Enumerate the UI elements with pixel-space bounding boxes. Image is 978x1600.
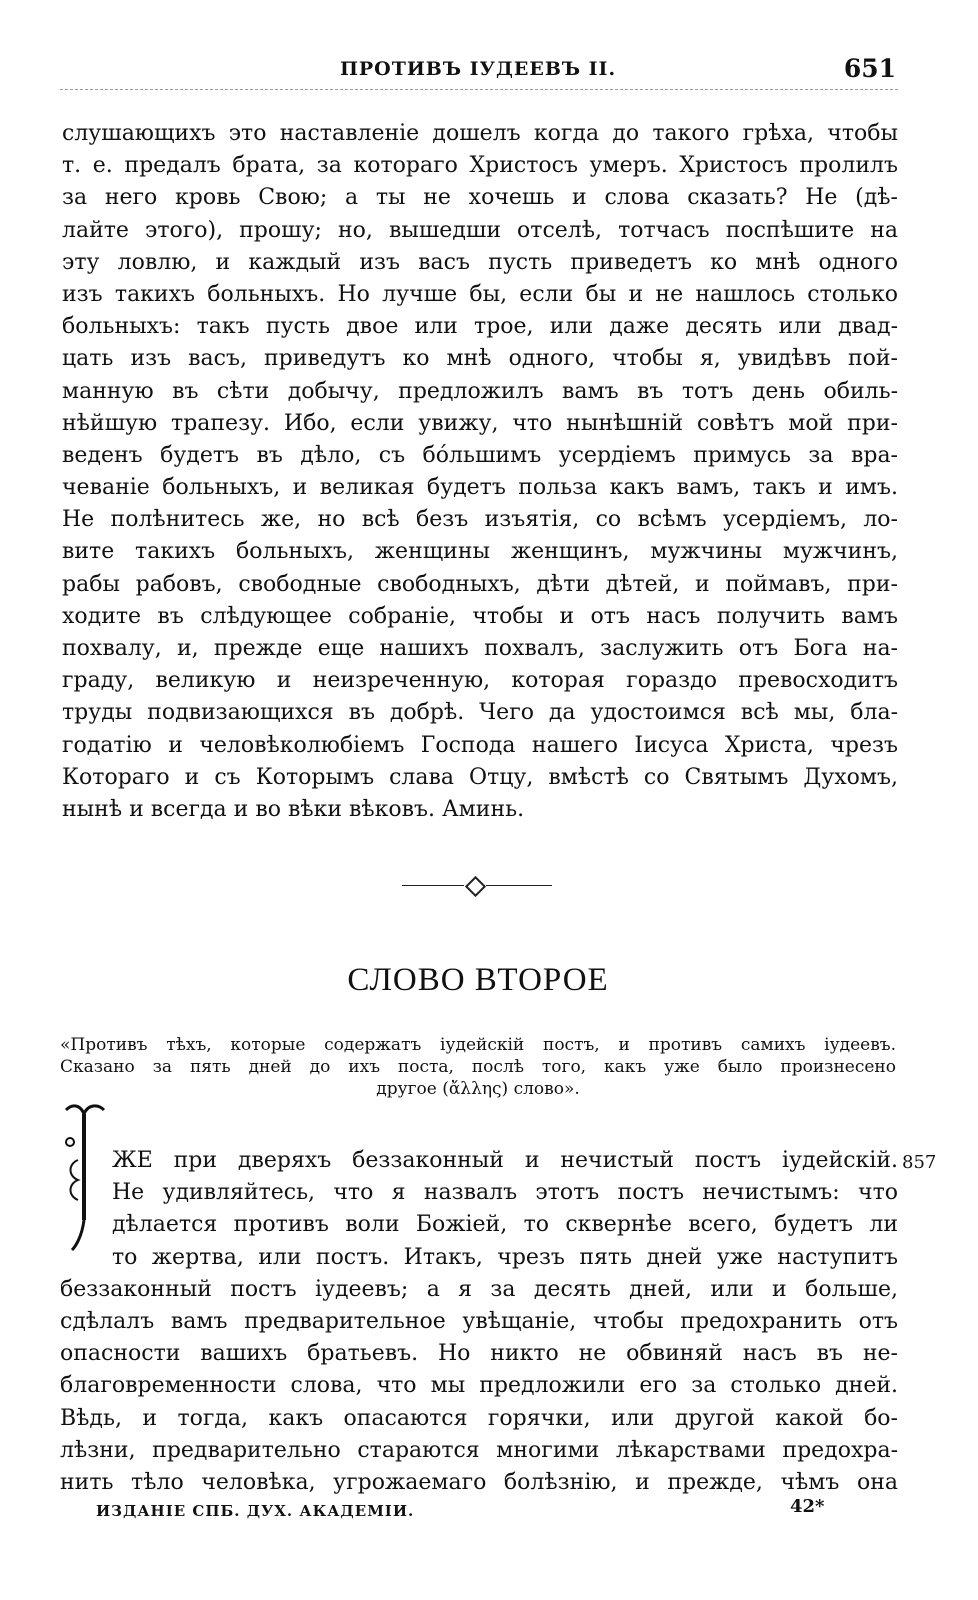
text-line: лѣзни, предварительно стараются многими лѣкарствами предохра- bbox=[60, 1437, 898, 1463]
text-line: труды подвизающихся въ добрѣ. Чего да удостоимся всѣ мы, бла- bbox=[62, 700, 898, 726]
subtitle-line: Сказано за пять дней до ихъ поста, послѣ того, какъ уже было произнесено bbox=[60, 1057, 896, 1077]
text-line: эту ловлю, и каждый изъ васъ пусть приведетъ ко мнѣ одного bbox=[62, 249, 898, 275]
text-line: благовременности слова, что мы предложили его за столько дней. bbox=[60, 1373, 898, 1399]
text-line: слушающихъ это наставленіе дошелъ когда до такого грѣха, чтобы bbox=[62, 121, 898, 146]
text-line: беззаконный постъ іудеевъ; а я за десять дней, или и больше, bbox=[60, 1276, 898, 1302]
diamond-ornament-icon bbox=[465, 876, 486, 897]
text-line: граду, великую и неизреченную, которая гораздо превосходитъ bbox=[62, 668, 898, 694]
text-line: изъ такихъ больныхъ. Но лучше бы, если бы и не нашлось столько bbox=[62, 281, 898, 307]
text-line: ходите въ слѣдующее собраніе, чтобы и отъ насъ получить вамъ bbox=[62, 603, 898, 629]
text-line: дѣлается противъ воли Божіей, то сквернѣе всего, будетъ ли bbox=[112, 1212, 898, 1238]
text-line: больныхъ: такъ пусть двое или трое, или даже десять или двад- bbox=[62, 314, 898, 340]
text-line: вите такихъ больныхъ, женщины женщинъ, мужчины мужчинъ, bbox=[62, 539, 898, 565]
body-text-continuation bbox=[62, 118, 898, 826]
footer-signature-mark: 42* bbox=[790, 1496, 825, 1517]
text-line: нѣйшую трапезу. Ибо, если увижу, что нынѣшній совѣтъ мой при- bbox=[62, 410, 898, 436]
text-line: рабы рабовъ, свободные свободныхъ, дѣти дѣтей, и поймавъ, при- bbox=[62, 571, 898, 597]
text-line: за него кровь Свою; а ты не хочешь и слова сказать? Не (дѣ- bbox=[62, 185, 898, 211]
text-line: веденъ будетъ въ дѣло, съ бóльшимъ усердіемъ примусь за вра- bbox=[62, 442, 898, 468]
text-line: Котораго и съ Которымъ слава Отцу, вмѣстѣ со Святымъ Духомъ, bbox=[62, 764, 898, 790]
margin-number: 857 bbox=[902, 1152, 937, 1173]
section-title: СЛОВО ВТОРОЕ bbox=[347, 962, 609, 998]
text-line: нить тѣло человѣка, угрожаемаго болѣзнію, и прежде, чѣмъ она bbox=[60, 1469, 898, 1495]
text-line: Вѣдь, и тогда, какъ опасаются горячки, или другой какой бо- bbox=[60, 1405, 898, 1431]
text-line: Не полѣнитесь же, но всѣ безъ изъятія, со всѣмъ усердіемъ, ло- bbox=[62, 507, 898, 533]
text-line: цать изъ васъ, приведутъ ко мнѣ одного, чтобы я, увидѣвъ пой- bbox=[62, 346, 898, 372]
running-head bbox=[60, 54, 896, 88]
running-title: ПРОТИВЪ ІУДЕЕВЪ II. bbox=[339, 58, 617, 80]
section-subtitle bbox=[60, 1034, 896, 1100]
text-line: нынѣ и всегда и во вѣки вѣковъ. Аминь. bbox=[62, 796, 525, 822]
text-line: опасности вашихъ братьевъ. Но никто не обвиняй насъ въ не- bbox=[60, 1341, 898, 1367]
text-line: годатію и человѣколюбіемъ Господа нашего Іисуса Христа, чрезъ bbox=[62, 732, 898, 758]
text-line: Не удивляйтесь, что я назвалъ этотъ постъ нечистымъ: что bbox=[112, 1180, 898, 1206]
text-line: то жертва, или постъ. Итакъ, чрезъ пять дней уже наступитъ bbox=[112, 1244, 898, 1270]
text-line: чеваніе больныхъ, и великая будетъ польза какъ вамъ, такъ и имъ. bbox=[62, 475, 898, 501]
ornament-divider bbox=[402, 876, 552, 896]
text-line: похвалу, и, прежде еще нашихъ похвалъ, заслужить отъ Бога на- bbox=[62, 636, 898, 661]
header-rule bbox=[60, 89, 898, 90]
subtitle-line: другое (ἄλλης) слово». bbox=[376, 1079, 580, 1099]
text-line: ЖЕ при дверяхъ беззаконный и нечистый постъ іудейскій. bbox=[112, 1148, 898, 1173]
text-line: лайте этого), прошу; но, вышедши отселѣ, тотчасъ поспѣшите на bbox=[62, 217, 898, 243]
text-line: сдѣлалъ вамъ предварительное увѣщаніе, чтобы предохранить отъ bbox=[60, 1308, 898, 1334]
text-line: т. е. предалъ брата, за котораго Христосъ умеръ. Христосъ пролилъ bbox=[62, 153, 898, 179]
footer-publisher: ИЗДАНІЕ СПБ. ДУХ. АКАДЕМІИ. bbox=[96, 1502, 415, 1520]
text-line: манную въ сѣти добычу, предложилъ вамъ въ тотъ день обиль- bbox=[62, 378, 898, 404]
subtitle-line: «Противъ тѣхъ, которые содержатъ іудейскій постъ, и противъ самихъ іудеевъ. bbox=[60, 1035, 896, 1055]
body-text-section bbox=[60, 1145, 898, 1499]
page-number: 651 bbox=[843, 54, 896, 83]
